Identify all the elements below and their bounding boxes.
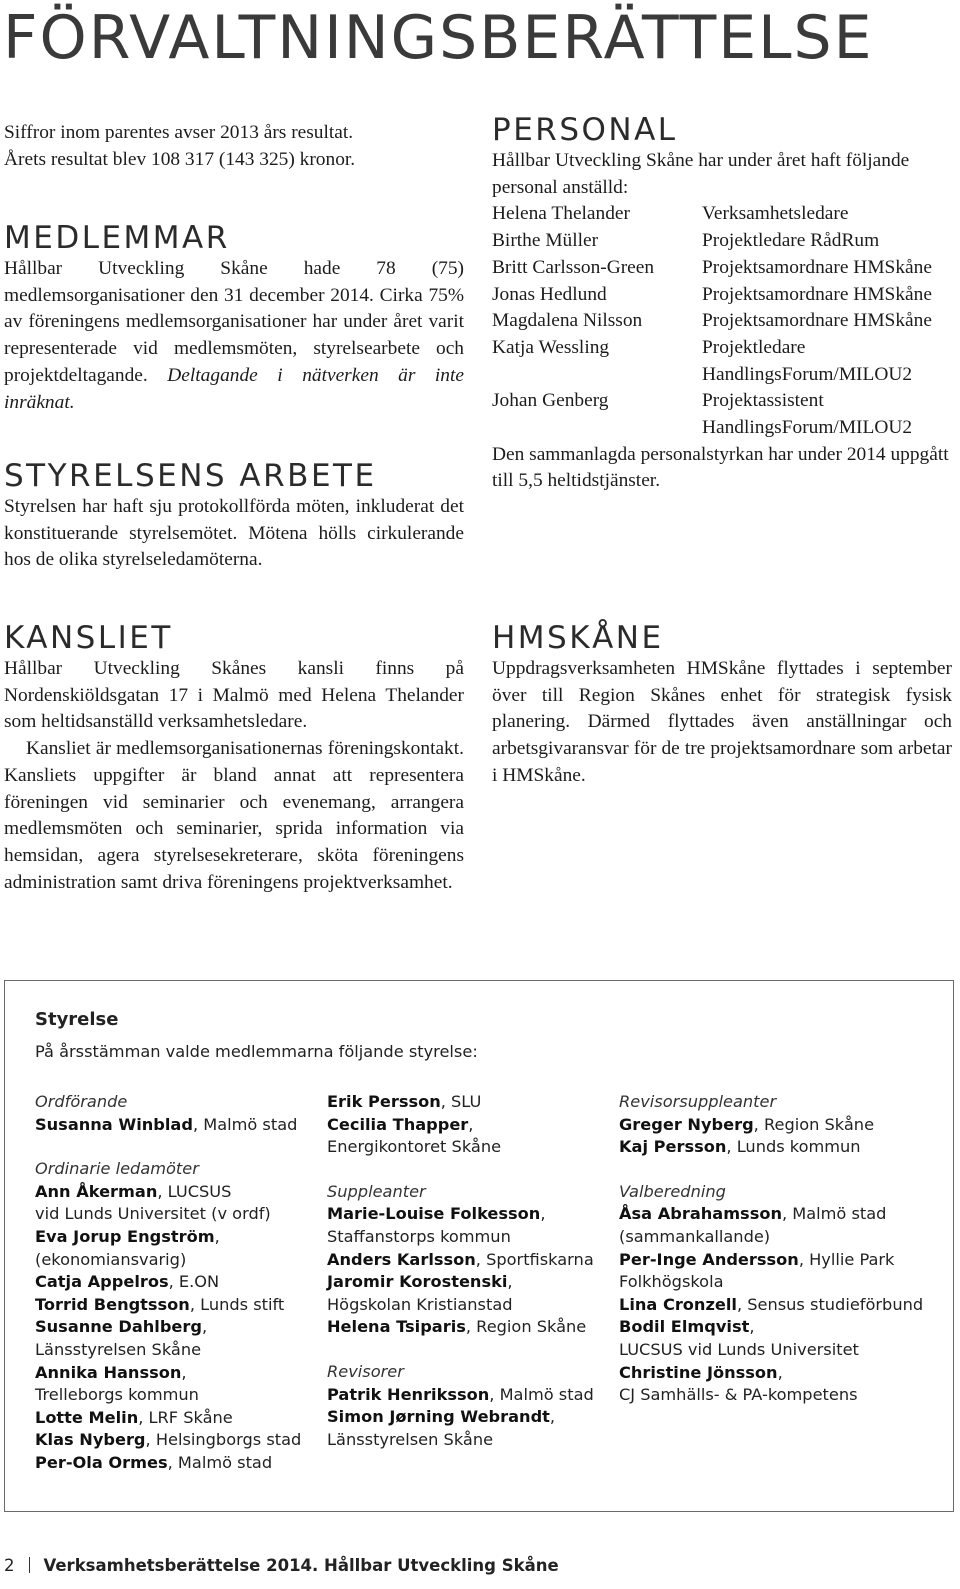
- member-line: [35, 1114, 335, 1137]
- member-line: [619, 1226, 939, 1249]
- medlemmar-note: Deltagande i nätverken är inte inräknat.: [4, 364, 464, 413]
- member-line: [35, 1226, 335, 1249]
- member-name: Per-Inge Andersson: [619, 1249, 799, 1269]
- member-affiliation: ,: [777, 1362, 783, 1382]
- group-label: Valberedning: [619, 1181, 726, 1201]
- revisorer-group: [327, 1361, 627, 1451]
- member-line: [327, 1406, 627, 1429]
- member-line: [35, 1271, 335, 1294]
- member-name: Åsa Abrahamsson: [619, 1204, 782, 1224]
- member-affiliation: ,: [540, 1204, 546, 1224]
- staff-row: [492, 282, 952, 309]
- personal-section: [492, 112, 952, 495]
- member-affiliation: ,: [549, 1407, 556, 1427]
- ledamoter-group: [35, 1158, 335, 1474]
- member-line: [619, 1271, 939, 1294]
- member-affiliation: , Hyllie Park: [798, 1249, 895, 1269]
- member-affiliation: , Sensus studieförbund: [736, 1294, 924, 1314]
- group-label: Revisorer: [327, 1361, 404, 1381]
- footer-divider: [29, 1557, 30, 1573]
- ordforande-group: [35, 1091, 335, 1136]
- member-line: [35, 1294, 335, 1317]
- staff-name: Britt Carlsson-Green: [492, 256, 655, 278]
- member-affiliation: , Malmö stad: [781, 1204, 887, 1224]
- member-line: [327, 1226, 627, 1249]
- footer-text: Verksamhetsberättelse 2014. Hållbar Utveckling Skåne: [43, 1556, 559, 1575]
- member-line: [327, 1316, 627, 1339]
- member-name: Anders Karlsson: [327, 1249, 476, 1269]
- staff-name: Katja Wessling: [492, 336, 610, 358]
- member-line: [619, 1362, 939, 1385]
- member-name: Lotte Melin: [35, 1407, 139, 1427]
- member-affiliation: (ekonomiansvarig): [35, 1249, 187, 1269]
- board-intro: På årsstämman valde medlemmarna följande styrelse:: [35, 1042, 478, 1061]
- member-affiliation: , Region Skåne: [753, 1114, 875, 1134]
- valberedning-group: [619, 1181, 939, 1407]
- member-affiliation: vid Lunds Universitet (v ordf): [35, 1204, 271, 1224]
- member-line: [619, 1384, 939, 1407]
- member-line: [327, 1136, 627, 1159]
- kansliet-section: [4, 620, 464, 896]
- staff-role: Projektledare RådRum: [702, 230, 880, 252]
- member-name: Christine Jönsson: [619, 1362, 778, 1382]
- member-affiliation: , Malmö stad: [167, 1452, 273, 1472]
- member-line: [35, 1384, 335, 1407]
- medlemmar-section: [4, 220, 464, 416]
- member-name: Simon Jørning Webrandt: [327, 1407, 550, 1427]
- group-label: Suppleanter: [327, 1181, 426, 1201]
- member-name: Helena Tsiparis: [327, 1317, 466, 1337]
- staff-role: Verksamhetsledare: [702, 203, 849, 225]
- member-line: [35, 1407, 335, 1430]
- member-affiliation: , LRF Skåne: [138, 1407, 233, 1427]
- group-label: Ordförande: [35, 1092, 128, 1111]
- member-name: Lina Cronzell: [619, 1294, 737, 1314]
- member-name: Torrid Bengtsson: [35, 1294, 190, 1314]
- page-number: 2: [4, 1556, 15, 1575]
- member-name: Jaromir Korostenski: [327, 1272, 508, 1292]
- personal-summary: Den sammanlagda personalstyrkan har under 2014 uppgått till 5,5 heltidstjänster.: [492, 443, 949, 492]
- member-name: Eva Jorup Engström: [35, 1226, 215, 1246]
- member-line: [619, 1203, 939, 1226]
- member-affiliation: ,: [468, 1114, 474, 1134]
- member-line: [35, 1452, 335, 1475]
- member-line: [327, 1294, 627, 1317]
- member-line: [619, 1249, 939, 1272]
- member-affiliation: , Helsingborgs stad: [145, 1430, 302, 1450]
- member-line: [35, 1249, 335, 1272]
- member-affiliation: ,: [749, 1317, 755, 1337]
- member-affiliation: Länsstyrelsen Skåne: [35, 1339, 202, 1359]
- medlemmar-heading: MEDLEMMAR: [4, 220, 230, 256]
- board-column-1: [35, 1091, 335, 1497]
- member-affiliation: Staffanstorps kommun: [327, 1226, 511, 1246]
- member-affiliation: , SLU: [440, 1092, 482, 1111]
- group-label: Revisorsuppleanter: [619, 1092, 777, 1111]
- member-line: [327, 1429, 627, 1452]
- styrelsens-arbete-section: [4, 458, 464, 574]
- member-affiliation: Trelleborgs kommun: [35, 1385, 199, 1405]
- member-affiliation: ,: [181, 1362, 187, 1382]
- member-affiliation: , Malmö stad: [489, 1384, 594, 1404]
- styrelsens-arbete-heading: STYRELSENS ARBETE: [4, 458, 377, 494]
- member-affiliation: Högskolan Kristianstad: [327, 1294, 513, 1314]
- member-name: Ann Åkerman: [35, 1181, 158, 1201]
- member-name: Kaj Persson: [619, 1137, 727, 1157]
- page-footer: [4, 1556, 559, 1575]
- staff-name: Jonas Hedlund: [492, 283, 607, 305]
- member-line: [35, 1339, 335, 1362]
- member-line: [35, 1316, 335, 1339]
- medlemmar-body: Hållbar Utveckling Skåne hade 78 (75) medlemsorganisationer den 31 december 2014. Cirka 75% av föreningens medlemsorganisationer har under året varit representerade vid medlemsmöten, styrelsearbete och projektdeltagande.: [4, 258, 464, 386]
- member-line: [619, 1339, 939, 1362]
- member-name: Susanne Dahlberg: [35, 1317, 202, 1337]
- staff-role: Projektsamordnare HMSkåne: [702, 256, 932, 278]
- member-affiliation: Folkhögskola: [619, 1272, 724, 1292]
- staff-name: Birthe Müller: [492, 230, 599, 252]
- intro-line-2: Årets resultat blev 108 317 (143 325) kronor.: [4, 148, 356, 170]
- personal-intro: Hållbar Utveckling Skåne har under året haft följande personal anställd:: [492, 150, 910, 198]
- hmskane-section: [492, 620, 952, 790]
- member-line: [35, 1203, 335, 1226]
- intro-section: [4, 120, 464, 173]
- kansliet-heading: KANSLIET: [4, 620, 173, 656]
- styrelsens-arbete-text: Styrelsen har haft sju protokollförda möten, inkluderat det konstituerande styrelsemötet. Mötena hölls cirkulerande hos de olika styrelseledamöterna.: [4, 496, 464, 571]
- member-affiliation: , Sportfiskarna: [475, 1249, 594, 1269]
- member-affiliation: , Malmö stad: [192, 1114, 298, 1134]
- staff-row: [492, 201, 952, 228]
- medlemmar-text: [4, 256, 464, 416]
- member-affiliation: , E.ON: [168, 1272, 220, 1292]
- member-name: Bodil Elmqvist: [619, 1317, 750, 1337]
- staff-row: [492, 335, 952, 388]
- member-name: Patrik Henriksson: [327, 1384, 490, 1404]
- member-name: Susanna Winblad: [35, 1114, 193, 1134]
- member-line: [327, 1114, 627, 1137]
- member-name: Marie-Louise Folkesson: [327, 1204, 541, 1224]
- member-line: [327, 1249, 627, 1272]
- member-line: [619, 1294, 939, 1317]
- staff-name: Johan Genberg: [492, 390, 609, 412]
- member-name: Annika Hansson: [35, 1362, 182, 1382]
- board-box: [4, 980, 954, 1512]
- member-affiliation: CJ Samhälls- & PA-kompetens: [619, 1385, 858, 1405]
- member-affiliation: ,: [214, 1226, 220, 1246]
- member-line: [619, 1316, 939, 1339]
- suppleanter-group: [327, 1181, 627, 1339]
- member-affiliation: Energikontoret Skåne: [327, 1137, 502, 1157]
- member-line: [327, 1384, 627, 1407]
- staff-row: [492, 388, 952, 441]
- member-line: [35, 1429, 335, 1452]
- intro-line-1: Siffror inom parentes avser 2013 års resultat.: [4, 122, 354, 143]
- member-affiliation: , Lunds kommun: [726, 1137, 861, 1157]
- kansliet-p1: Hållbar Utveckling Skånes kansli finns på Nordenskiöldsgatan 17 i Malmö med Helena Thelander som heltidsanställd verksamhetsledare.: [4, 658, 464, 733]
- member-affiliation: , Lunds stift: [189, 1294, 285, 1314]
- staff-name: Magdalena Nilsson: [492, 310, 643, 332]
- member-name: Catja Appelros: [35, 1272, 169, 1292]
- ledamoter-continued: [327, 1091, 627, 1159]
- member-name: Erik Persson: [327, 1092, 441, 1111]
- page-title: FÖRVALTNINGSBERÄTTELSE: [3, 3, 874, 73]
- member-affiliation: LUCSUS vid Lunds Universitet: [619, 1339, 859, 1359]
- staff-row: [492, 308, 952, 335]
- member-affiliation: ,: [507, 1272, 513, 1292]
- staff-role: Projektsamordnare HMSkåne: [702, 310, 932, 332]
- member-line: [619, 1136, 939, 1159]
- kansliet-p2: Kansliet är medlemsorganisationernas föreningskontakt. Kansliets uppgifter är bland annat att representera föreningen vid seminarier och evenemang, arrangera medlemsmöten och seminarier, sprida information via hemsidan, agera styrelsesekreterare, sköta föreningens administration samt driva föreningens projektverksamhet.: [4, 738, 464, 893]
- staff-role: Projektsamordnare HMSkåne: [702, 283, 932, 305]
- staff-row: [492, 228, 952, 255]
- revisorsuppleanter-group: [619, 1091, 939, 1159]
- member-affiliation: , LUCSUS: [157, 1181, 232, 1201]
- board-column-2: [327, 1091, 627, 1473]
- personal-list: [492, 201, 952, 441]
- member-line: [327, 1203, 627, 1226]
- group-label: Ordinarie ledamöter: [35, 1159, 199, 1179]
- member-name: Cecilia Thapper: [327, 1114, 469, 1134]
- member-line: [327, 1271, 627, 1294]
- board-column-3: [619, 1091, 939, 1429]
- personal-heading: PERSONAL: [492, 112, 678, 148]
- hmskane-heading: HMSKÅNE: [492, 620, 664, 656]
- board-title: Styrelse: [35, 1009, 119, 1030]
- staff-role: Projektassistent HandlingsForum/MILOU2: [702, 390, 913, 439]
- member-line: [35, 1362, 335, 1385]
- member-line: [619, 1114, 939, 1137]
- staff-row: [492, 255, 952, 282]
- member-line: [327, 1091, 627, 1114]
- member-affiliation: ,: [201, 1317, 208, 1337]
- hmskane-text: Uppdragsverksamheten HMSkåne flyttades i september över till Region Skånes enhet för strategisk fysisk planering. Därmed flyttades även anställningar och arbetsgivaransvar för de tre projektsamordnare som arbetar i HMSkåne.: [492, 658, 952, 786]
- member-line: [35, 1181, 335, 1204]
- member-affiliation: (sammankallande): [619, 1226, 771, 1246]
- member-name: Greger Nyberg: [619, 1114, 754, 1134]
- member-affiliation: Länsstyrelsen Skåne: [327, 1429, 494, 1449]
- member-name: Per-Ola Ormes: [35, 1452, 168, 1472]
- staff-role: Projektledare HandlingsForum/MILOU2: [702, 336, 913, 385]
- staff-name: Helena Thelander: [492, 203, 630, 225]
- member-affiliation: , Region Skåne: [465, 1317, 587, 1337]
- member-name: Klas Nyberg: [35, 1430, 146, 1450]
